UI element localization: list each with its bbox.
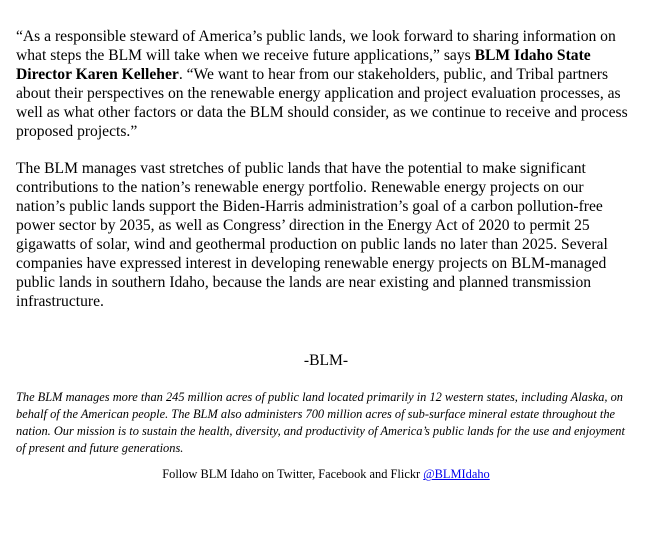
follow-text: Follow BLM Idaho on Twitter, Facebook and Flickr [162, 467, 424, 482]
follow-line [16, 466, 636, 483]
quote-rest-text: . “We want to hear from our stakeholders, public, and Tribal partners about their perspectives on the renewable energy application and project evaluation processes, as well as what other factors or data the BLM should consider, as we continue to receive and process proposed projects.” [16, 65, 628, 140]
twitter-handle-link[interactable]: @BLMIdaho [423, 467, 490, 482]
quote-lead-text: “As a responsible steward of America’s public lands, we look forward to sharing information on what steps the BLM will take when we receive future applications,” says [16, 28, 616, 64]
body-paragraph: The BLM manages vast stretches of public lands that have the potential to make significant contributions to the nation’s renewable energy portfolio. Renewable energy projects on our nation’s public lands support the Biden-Harris administration’s goal of a carbon pollution-free power sector by 2035, as well as Congress’ direction in the Energy Act of 2020 to permit 25 gigawatts of solar, wind and geothermal production on public lands no later than 2025. Several companies have expressed interest in developing renewable energy projects on BLM-managed public lands in southern Idaho, because the lands are near existing and planned transmission infrastructure. [16, 160, 608, 310]
speaker-name: BLM Idaho State Director Karen Kelleher [16, 46, 591, 83]
quote-paragraph [16, 28, 636, 141]
boilerplate-paragraph: The BLM manages more than 245 million acres of public land located primarily in 12 western states, including Alaska, on behalf of the American people. The BLM also administers 700 million acres of sub-surface mineral estate throughout the nation. Our mission is to sustain the health, diversity, and productivity of America’s public lands for the use and enjoyment of present and future generations. [16, 389, 625, 456]
press-release-body [16, 28, 636, 483]
sign-off: -BLM- [303, 351, 349, 369]
